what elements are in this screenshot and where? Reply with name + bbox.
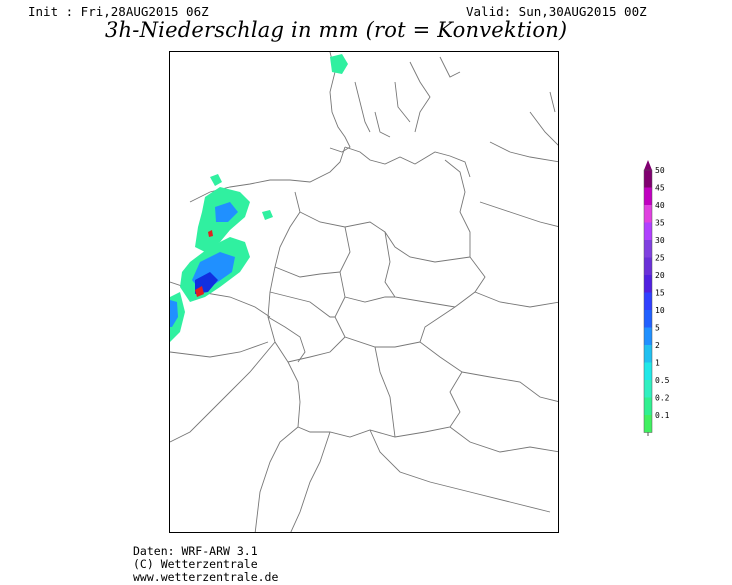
legend-swatch — [644, 328, 652, 346]
data-source: Daten: WRF-ARW 3.1 — [133, 544, 258, 558]
legend-swatch — [644, 363, 652, 381]
valid-time: Valid: Sun,30AUG2015 00Z — [466, 4, 647, 19]
init-time: Init : Fri,28AUG2015 06Z — [28, 4, 209, 19]
legend-swatch — [644, 310, 652, 328]
legend-svg — [640, 156, 730, 436]
legend-swatch — [644, 205, 652, 223]
legend-level-label: 0.1 — [655, 411, 670, 420]
footer — [133, 545, 278, 584]
precipitation-areas — [170, 54, 348, 342]
legend-swatch — [644, 293, 652, 311]
precipitation-legend — [640, 156, 730, 436]
legend-swatch — [644, 258, 652, 276]
legend-level-label: 50 — [655, 166, 665, 175]
legend-level-label: 10 — [655, 306, 665, 315]
precip-light-area — [210, 174, 222, 186]
legend-swatch — [644, 398, 652, 416]
legend-level-label: 25 — [655, 253, 665, 263]
map-svg — [170, 52, 559, 533]
precip-light-area — [262, 210, 273, 220]
map-title: 3h-Niederschlag in mm (rot = Konvektion) — [105, 18, 568, 42]
legend-swatch — [644, 188, 652, 206]
legend-swatch — [644, 223, 652, 241]
legend-level-label: 2 — [655, 341, 660, 350]
legend-level-label: 15 — [655, 288, 665, 298]
website: www.wetterzentrale.de — [133, 570, 279, 584]
legend-level-label: 1 — [655, 358, 660, 368]
legend-swatch — [644, 170, 652, 188]
legend-swatch — [644, 345, 652, 363]
precip-light-area — [330, 54, 348, 74]
legend-arrow-top — [644, 160, 652, 170]
legend-level-label: 20 — [655, 271, 665, 280]
legend-swatch — [644, 415, 652, 433]
legend-level-label: 0.2 — [655, 393, 670, 403]
legend-swatch — [644, 275, 652, 293]
legend-level-label: 0.5 — [655, 376, 670, 385]
copyright: (C) Wetterzentrale — [133, 557, 258, 571]
legend-swatch — [644, 240, 652, 258]
precipitation-map — [169, 51, 559, 533]
legend-level-label: 45 — [655, 183, 665, 193]
legend-level-label: 40 — [655, 201, 665, 210]
legend-level-label: 5 — [655, 323, 660, 333]
legend-level-label: 35 — [655, 218, 665, 228]
country-borders — [170, 52, 559, 533]
legend-swatch — [644, 380, 652, 398]
legend-level-label: 30 — [655, 236, 665, 245]
